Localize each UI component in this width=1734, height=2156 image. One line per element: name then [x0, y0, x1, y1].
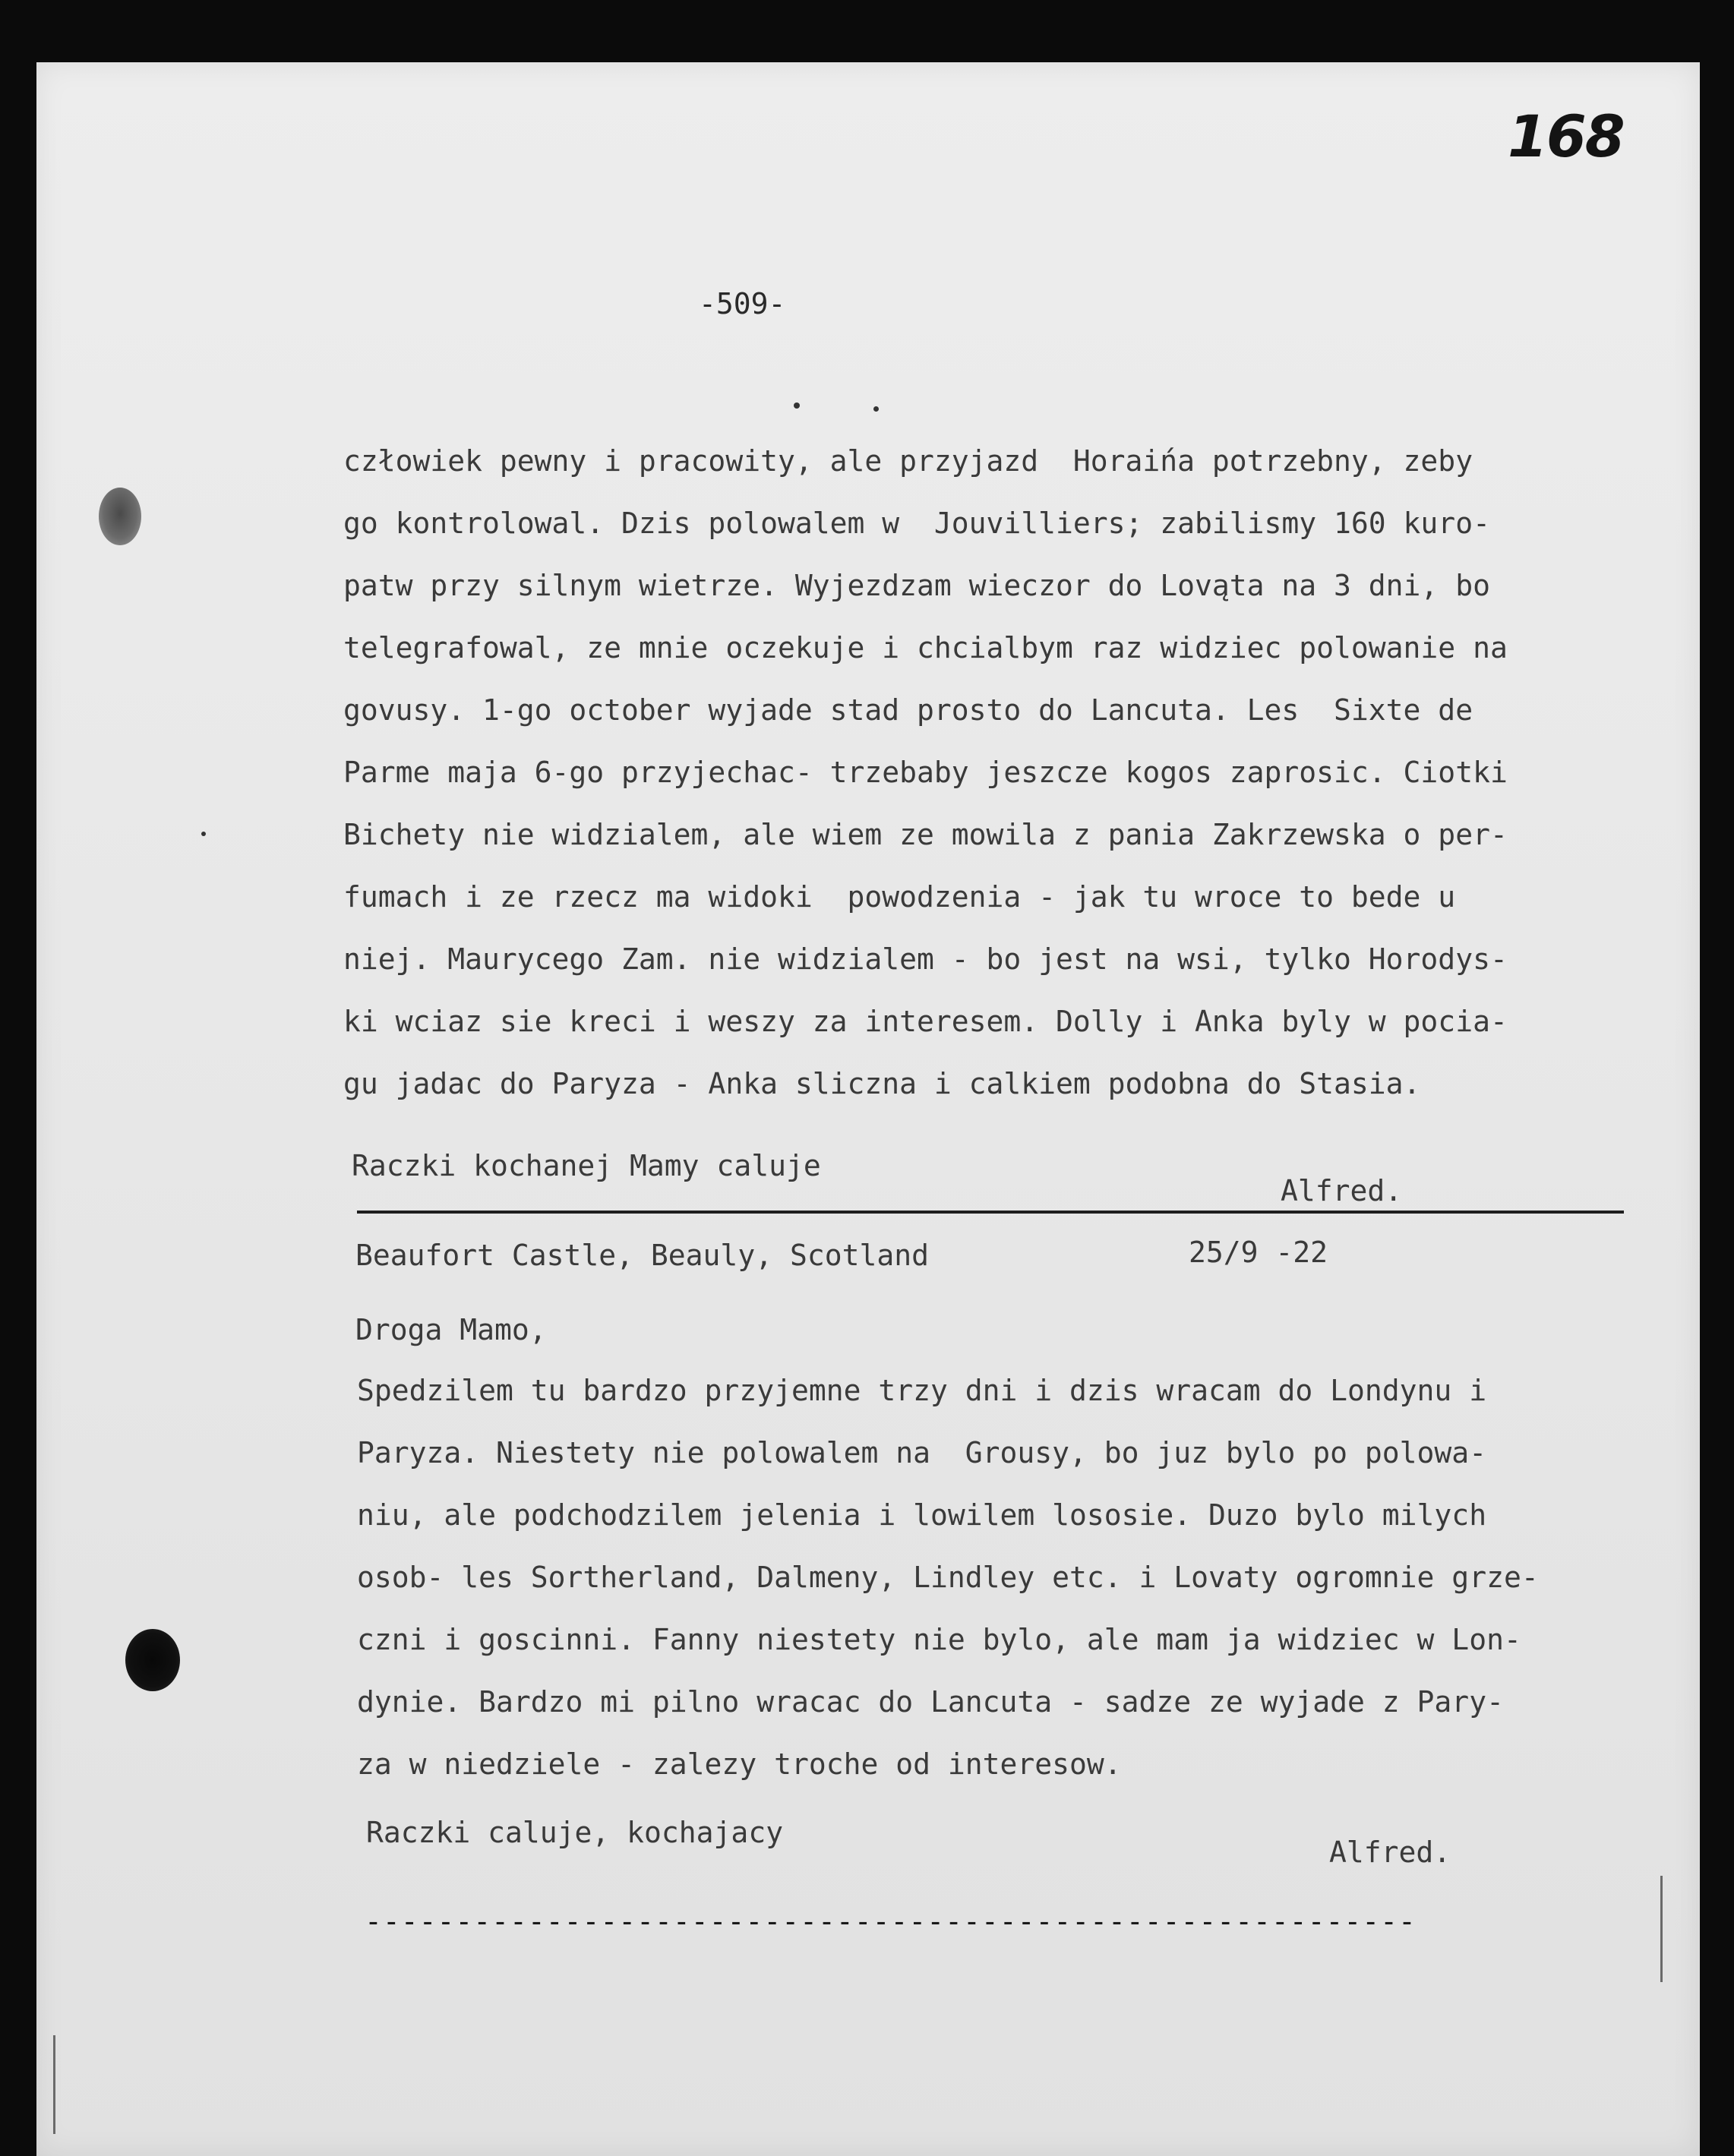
text-line: niej. Maurycego Zam. nie widzialem - bo jest na wsi, tylko Horodys- [343, 942, 1508, 976]
text-line: ki wciaz sie kreci i weszy za interesem. Dolly i Anka byly w pocia- [343, 1005, 1508, 1038]
text-line: człowiek pewny i pracowity, ale przyjazd Horaińa potrzebny, zeby [343, 444, 1473, 478]
text-line: gu jadac do Paryza - Anka sliczna i calkiem podobna do Stasia. [343, 1067, 1421, 1100]
paper-speck [794, 402, 800, 409]
letter-1-closing: Raczki kochanej Mamy caluje [352, 1149, 821, 1182]
letter-divider-line [357, 1211, 1624, 1214]
text-line: czni i goscinni. Fanny niestety nie bylo, ale mam ja widziec w Lon- [357, 1623, 1521, 1656]
text-line: go kontrolowal. Dzis polowalem w Jouvilliers; zabilismy 160 kuro- [343, 507, 1490, 540]
text-line: osob- les Sortherland, Dalmeny, Lindley etc. i Lovaty ogromnie grze- [357, 1561, 1539, 1594]
letter-2-signature: Alfred. [1329, 1836, 1451, 1869]
text-line: Paryza. Niestety nie polowalem na Grousy, bo juz bylo po polowa- [357, 1436, 1487, 1469]
paper-speck [873, 406, 879, 412]
text-line: Bichety nie widzialem, ale wiem ze mowila z pania Zakrzewska o per- [343, 818, 1508, 851]
scan-edge-mark-right [1660, 1876, 1663, 1982]
punch-hole-top [99, 488, 141, 545]
letter-2-place: Beaufort Castle, Beauly, Scotland [355, 1239, 929, 1272]
text-line: za w niedziele - zalezy troche od interesow. [357, 1747, 1122, 1781]
letter-1-signature: Alfred. [1281, 1174, 1403, 1207]
letter-2-salutation: Droga Mamo, [355, 1313, 547, 1346]
text-line: dynie. Bardzo mi pilno wracac do Lancuta - sadze ze wyjade z Pary- [357, 1685, 1504, 1719]
letter-1-body [343, 430, 1508, 1115]
punch-hole-bottom [125, 1629, 180, 1691]
letter-2-date: 25/9 -22 [1189, 1236, 1328, 1269]
text-line: Parme maja 6-go przyjechac- trzebaby jeszcze kogos zaprosic. Ciotki [343, 756, 1508, 789]
text-line: patw przy silnym wietrze. Wyjezdzam wieczor do Lovąta na 3 dni, bo [343, 569, 1490, 602]
page-number: -509- [699, 287, 786, 320]
text-line: niu, ale podchodzilem jelenia i lowilem lososie. Duzo bylo milych [357, 1498, 1487, 1532]
text-line: govusy. 1-go october wyjade stad prosto do Lancuta. Les Sixte de [343, 693, 1473, 727]
end-dashed-rule: ---------------------------------------------------------- [365, 1905, 1417, 1938]
text-line: Spedzilem tu bardzo przyjemne trzy dni i dzis wracam do Londynu i [357, 1374, 1487, 1407]
paper-speck [201, 832, 206, 836]
folio-number: 168 [1508, 103, 1624, 170]
text-line: telegrafowal, ze mnie oczekuje i chcialbym raz widziec polowanie na [343, 631, 1508, 664]
text-line: fumach i ze rzecz ma widoki powodzenia - jak tu wroce to bede u [343, 880, 1456, 914]
scan-edge-mark-left [53, 2035, 55, 2134]
letter-2-closing: Raczki caluje, kochajacy [366, 1816, 784, 1849]
letter-2-body [357, 1359, 1539, 1795]
